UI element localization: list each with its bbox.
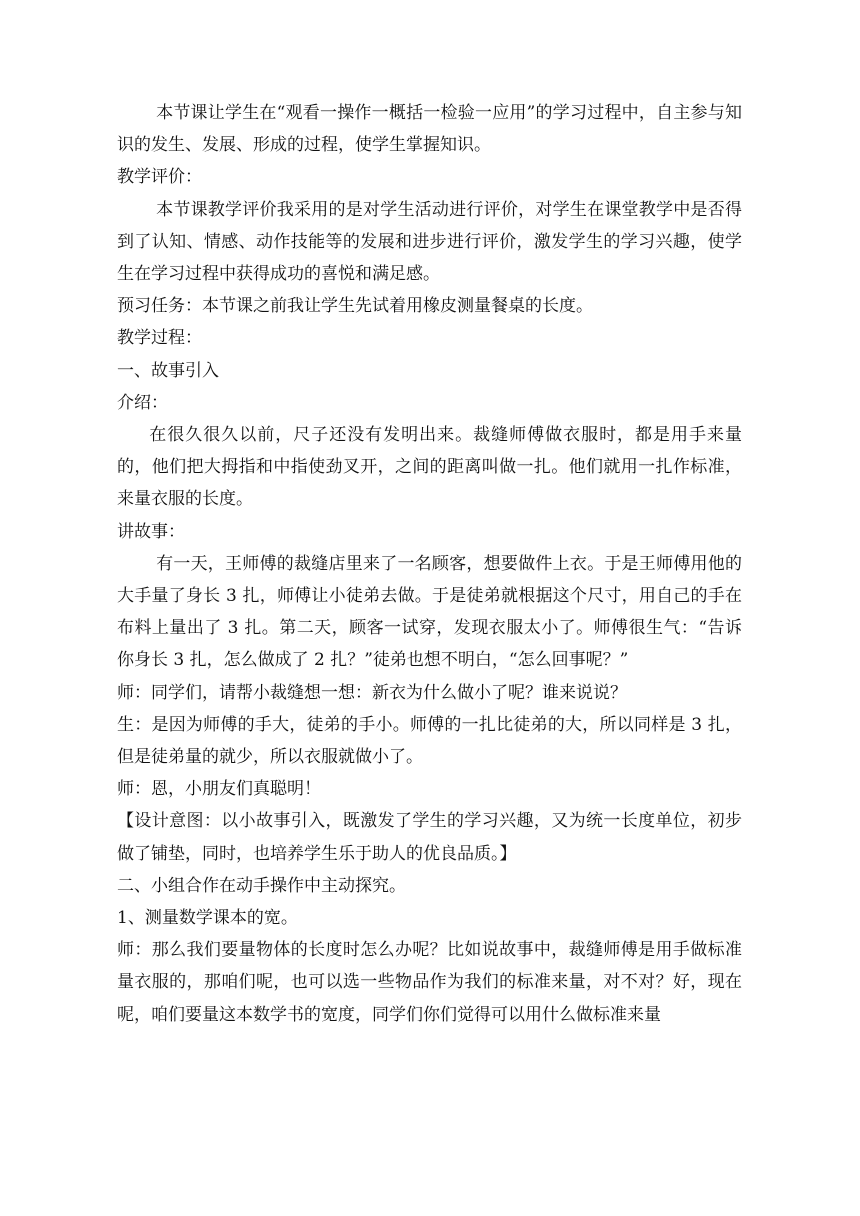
- heading-teaching-process: 教学过程：: [117, 328, 202, 349]
- paragraph-teacher-praise: 师：恩，小朋友们真聪明！: [117, 779, 321, 800]
- paragraph-learning-process: 本节课让学生在“观看一操作一概括一检验一应用”的学习过程中，自主参与知识的发生、发展、形成的过程，使学生掌握知识。: [117, 103, 742, 156]
- paragraph-evaluation: 本节课教学评价我采用的是对学生活动进行评价，对学生在课堂教学中是否得到了认知、情感、动作技能等的发展和进步进行评价，激发学生的学习兴趣，使学生在学习过程中获得成功的喜悦和满足感。: [117, 199, 742, 285]
- paragraph-introduction: 在很久很久以前，尺子还没有发明出来。裁缝师傅做衣服时，都是用手来量的，他们把大拇指和中指使劲叉开，之间的距离叫做一扎。他们就用一扎作标准，来量衣服的长度。: [117, 425, 742, 510]
- heading-introduction: 介绍：: [117, 392, 168, 413]
- paragraph-student-answer: 生：是因为师傅的手大，徒弟的手小。师傅的一扎比徒弟的大，所以同样是 3 扎，但是徒弟量的就少，所以衣服就做小了。: [117, 714, 742, 768]
- paragraph-preview-task: 预习任务：本节课之前我让学生先试着用橡皮测量餐桌的长度。: [117, 296, 593, 317]
- heading-story-intro: 一、故事引入: [117, 360, 219, 381]
- document-body: [117, 97, 742, 1031]
- paragraph-teacher-measure: 师：那么我们要量物体的长度时怎么办呢？比如说故事中，裁缝师傅是用手做标准量衣服的，那咱们呢，也可以选一些物品作为我们的标准来量，对不对？好，现在呢，咱们要量这本数学书的宽度，同学们你们觉得可以用什么做标准来量: [117, 940, 742, 1025]
- paragraph-teacher-question: 师：同学们，请帮小裁缝想一想：新衣为什么做小了呢？谁来说说？: [117, 682, 627, 703]
- paragraph-design-intent: 【设计意图：以小故事引入，既激发了学生的学习兴趣，又为统一长度单位，初步做了铺垫，同时，也培养学生乐于助人的优良品质。】: [117, 811, 742, 864]
- heading-measure-book-width: 1、测量数学课本的宽。: [117, 908, 298, 929]
- heading-tell-story: 讲故事：: [117, 521, 185, 542]
- heading-teaching-evaluation: 教学评价：: [117, 167, 202, 188]
- heading-group-cooperation: 二、小组合作在动手操作中主动探究。: [117, 875, 406, 896]
- paragraph-story: 有一天，王师傅的裁缝店里来了一名顾客，想要做件上衣。于是王师傅用他的大手量了身长 3 扎，师傅让小徒弟去做。于是徒弟就根据这个尺寸，用自己的手在布料上量出了 3 扎。第二天，顾客一试穿，发现衣服太小了。师傅很生气：“告诉你身长 3 扎，怎么做成了 2 扎？”徒弟也想不明白，“怎么回事呢？”: [117, 553, 742, 671]
